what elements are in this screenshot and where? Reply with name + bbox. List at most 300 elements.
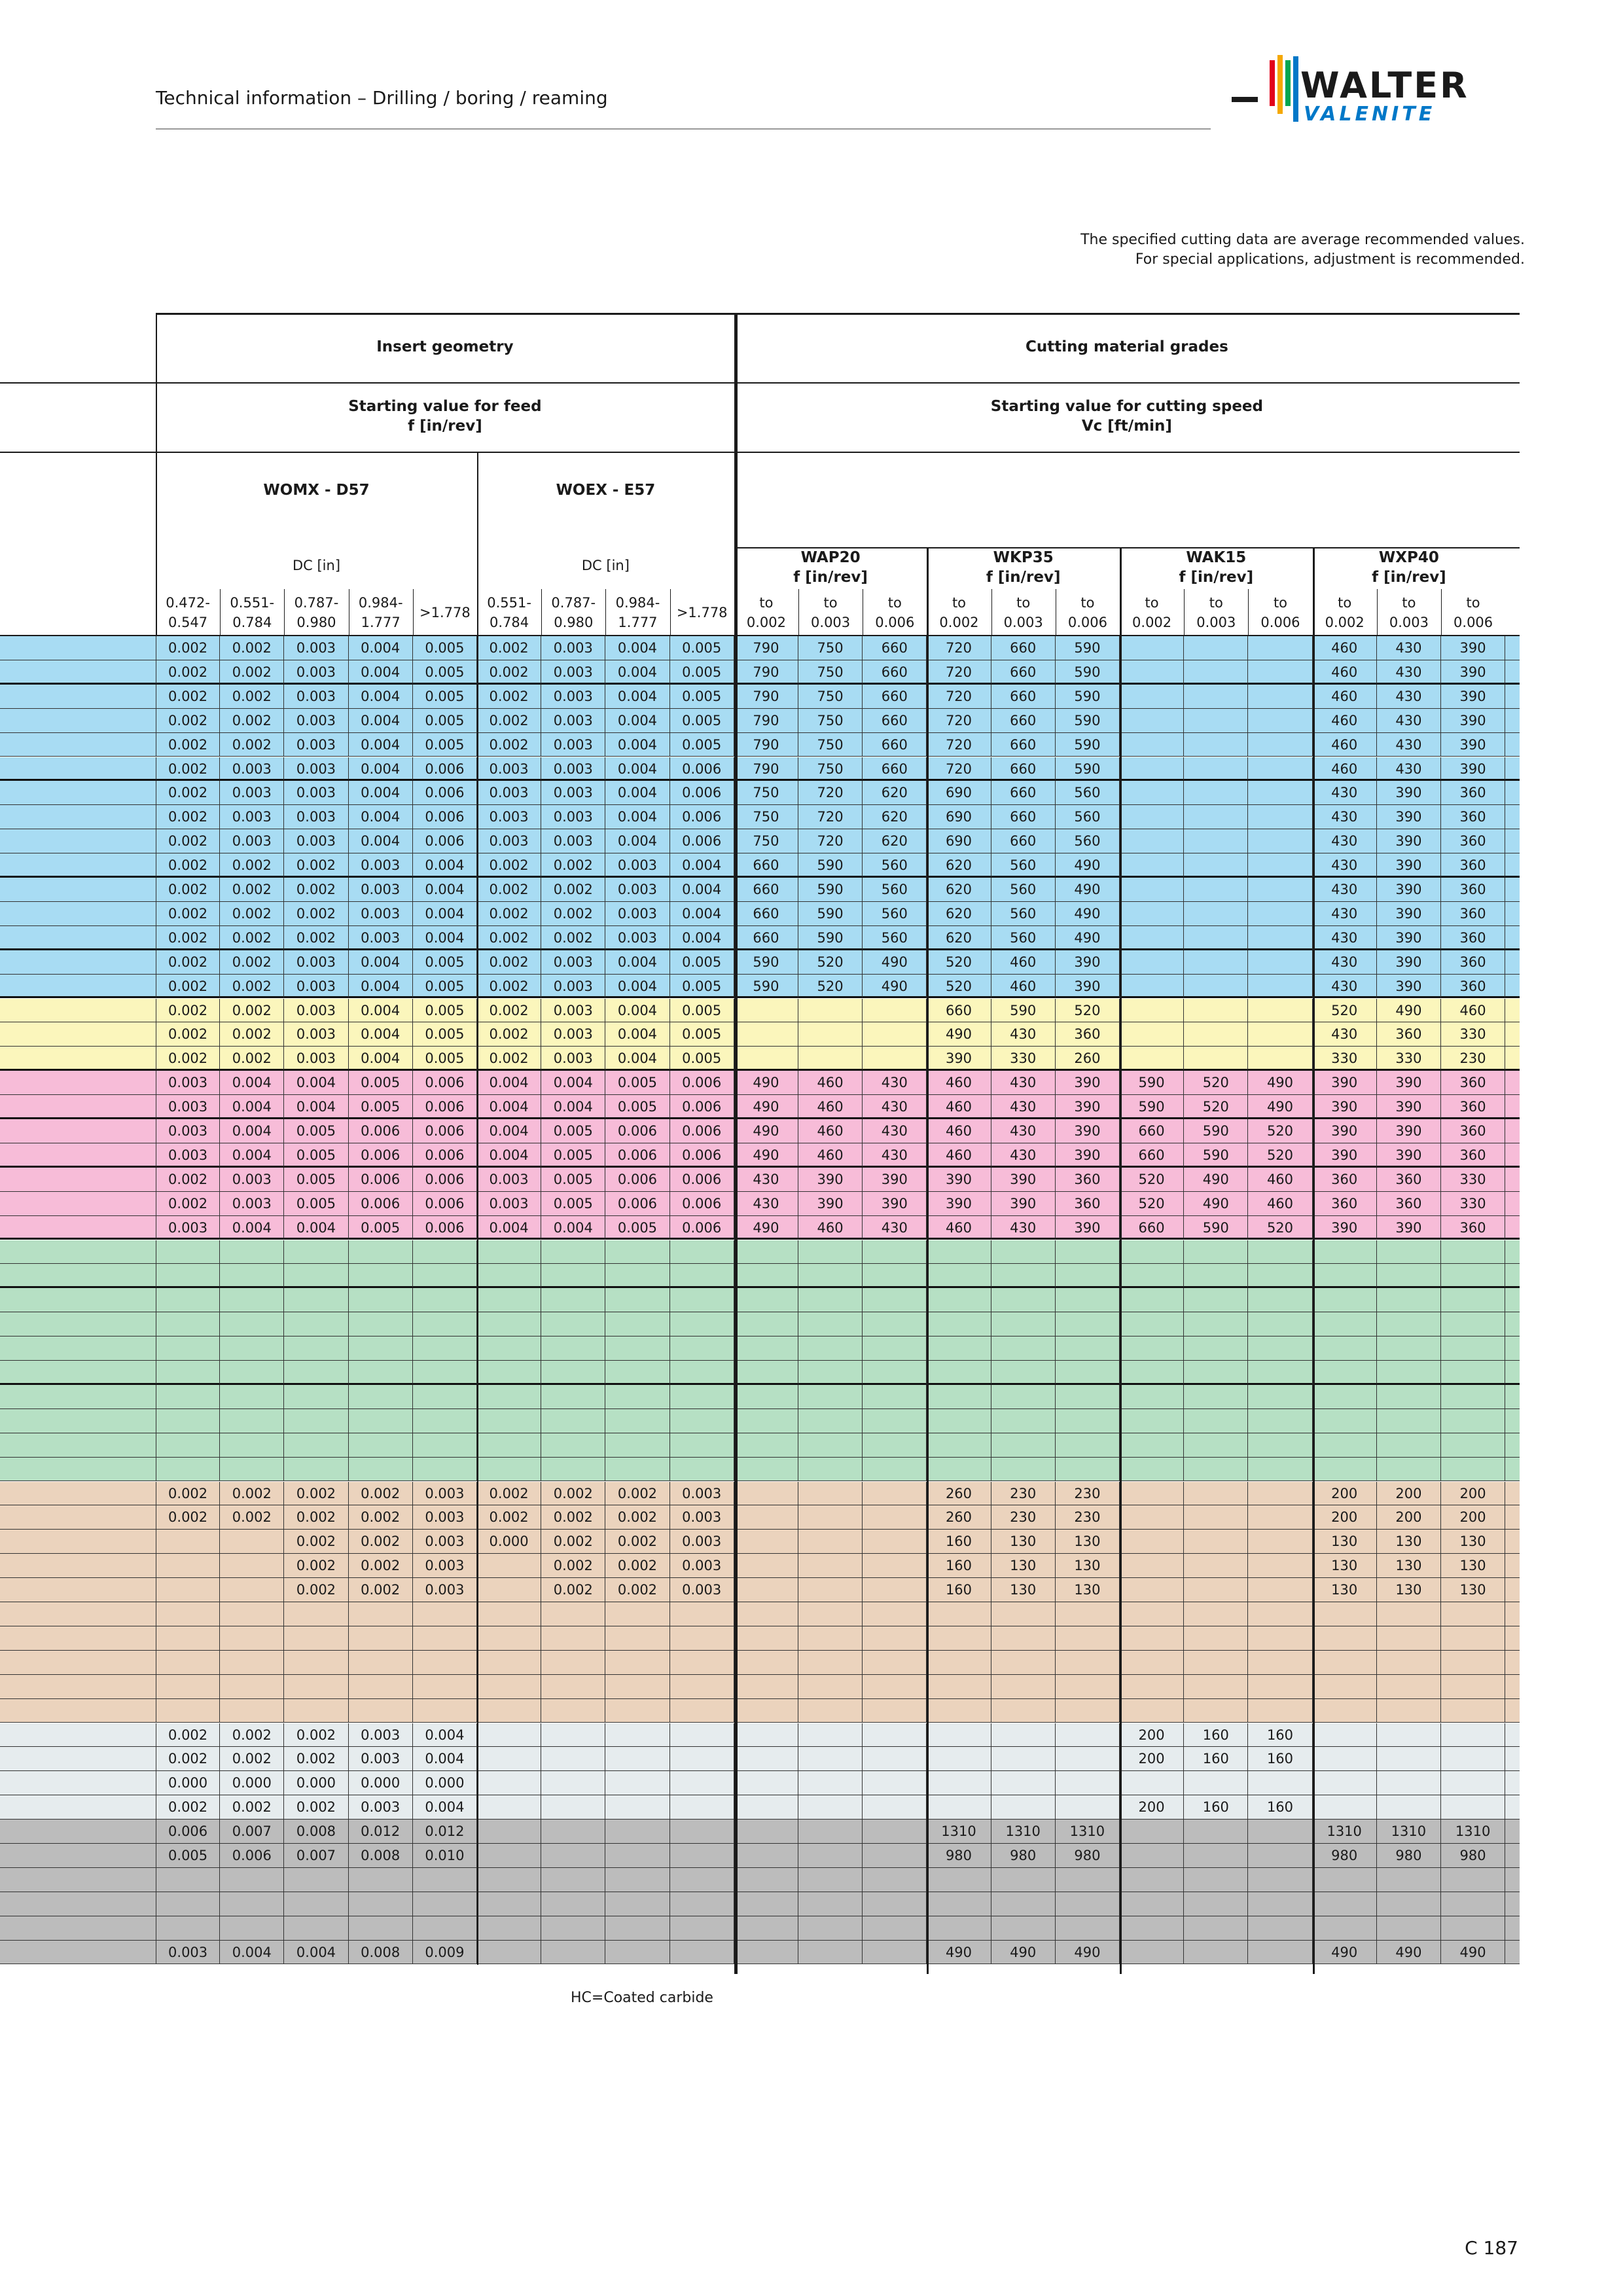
- table-cell: 360: [1377, 1022, 1441, 1047]
- table-cell: [1377, 1868, 1441, 1892]
- table-cell: 0.004: [284, 1941, 348, 1965]
- table-cell: [1377, 1240, 1441, 1265]
- table-cell: 720: [927, 709, 991, 733]
- table-cell: [1313, 1409, 1377, 1433]
- table-cell: 0.003: [413, 1505, 477, 1530]
- table-cell: [605, 1941, 669, 1965]
- table-cell: 430: [991, 1216, 1056, 1240]
- table-cell: [991, 1312, 1056, 1336]
- table-cell: 430: [991, 1119, 1056, 1143]
- column-header-line-1: 0.551-: [487, 594, 531, 611]
- table-cell: [220, 1336, 284, 1361]
- table-cell: 0.004: [605, 829, 669, 853]
- table-cell: [1248, 878, 1312, 902]
- table-cell: [1248, 1409, 1312, 1433]
- table-cell: [349, 1433, 413, 1458]
- table-cell: 0.002: [541, 902, 605, 926]
- grade-name: WAK15: [1186, 549, 1247, 567]
- table-cell: [798, 1458, 863, 1482]
- table-cell: 0.003: [284, 950, 348, 975]
- table-cell: [734, 1433, 798, 1458]
- table-cell: [413, 1675, 477, 1699]
- table-cell: [734, 1675, 798, 1699]
- table-cell: [1248, 1554, 1312, 1578]
- table-cell: [1184, 999, 1248, 1023]
- column-header-7: [605, 589, 669, 636]
- table-cell: [734, 1482, 798, 1506]
- table-cell: 390: [1377, 878, 1441, 902]
- table-cell: 490: [1377, 1941, 1441, 1965]
- table-cell: 430: [1313, 1022, 1377, 1047]
- table-cell: [670, 1626, 734, 1651]
- table-cell: 0.004: [605, 805, 669, 829]
- table-cell: [477, 1264, 541, 1288]
- table-cell: [1120, 805, 1184, 829]
- table-cell: 430: [863, 1216, 927, 1240]
- table-cell: 690: [927, 829, 991, 853]
- table-cell: 390: [1056, 1071, 1120, 1095]
- table-cell: 390: [1377, 1095, 1441, 1119]
- table-cell: 590: [798, 853, 863, 878]
- table-cell: [670, 1433, 734, 1458]
- table-cell: [284, 1602, 348, 1626]
- table-cell: [1313, 1675, 1377, 1699]
- table-cell: 0.002: [220, 1723, 284, 1748]
- table-cell: 0.002: [349, 1578, 413, 1602]
- table-cell: [734, 1699, 798, 1723]
- table-cell: [541, 1795, 605, 1820]
- table-cell: [1120, 975, 1184, 999]
- table-cell: [670, 1916, 734, 1941]
- table-cell: 390: [1441, 733, 1505, 757]
- table-cell: 0.006: [413, 1071, 477, 1095]
- table-cell: [734, 1941, 798, 1965]
- table-cell: 160: [1248, 1723, 1312, 1748]
- table-cell: [541, 1264, 605, 1288]
- table-cell: [477, 1747, 541, 1771]
- table-cell: 360: [1056, 1168, 1120, 1192]
- table-cell: 0.005: [349, 1071, 413, 1095]
- table-cell: 360: [1441, 1071, 1505, 1095]
- table-cell: 0.003: [541, 999, 605, 1023]
- table-cell: 430: [863, 1095, 927, 1119]
- table-cell: [413, 1288, 477, 1312]
- table-cell: 0.004: [349, 950, 413, 975]
- table-cell: [734, 1844, 798, 1868]
- table-cell: 0.004: [220, 1071, 284, 1095]
- table-cell: [413, 1312, 477, 1336]
- table-cell: 430: [734, 1168, 798, 1192]
- table-cell: 0.006: [605, 1168, 669, 1192]
- table-cell: 0.002: [605, 1530, 669, 1554]
- table-cell: [1184, 902, 1248, 926]
- table-cell: 260: [1056, 1047, 1120, 1071]
- table-cell: [1120, 1868, 1184, 1892]
- table-cell: 0.003: [541, 950, 605, 975]
- table-cell: 130: [991, 1554, 1056, 1578]
- table-cell: [1248, 1916, 1312, 1941]
- table-cell: 0.005: [413, 660, 477, 685]
- table-cell: 360: [1056, 1192, 1120, 1216]
- table-cell: 390: [927, 1168, 991, 1192]
- table-cell: [863, 1530, 927, 1554]
- table-cell: [798, 1892, 863, 1916]
- table-cell: [1248, 1699, 1312, 1723]
- column-header-line-1: 0.551-: [230, 594, 275, 611]
- table-cell: 660: [1120, 1119, 1184, 1143]
- col-header-divider: [1184, 589, 1185, 636]
- table-cell: 0.008: [349, 1844, 413, 1868]
- table-cell: [1184, 1433, 1248, 1458]
- table-cell: 0.004: [220, 1095, 284, 1119]
- table-cell: [605, 1312, 669, 1336]
- table-cell: [156, 1264, 220, 1288]
- table-cell: [798, 1626, 863, 1651]
- column-header-line-2: 0.784: [490, 615, 529, 630]
- table-cell: 720: [798, 805, 863, 829]
- table-cell: 390: [1377, 829, 1441, 853]
- table-cell: 0.003: [670, 1505, 734, 1530]
- table-cell: [1184, 1844, 1248, 1868]
- table-cell: [156, 1916, 220, 1941]
- table-cell: [156, 1409, 220, 1433]
- table-cell: 660: [1120, 1143, 1184, 1168]
- table-cell: 360: [1313, 1168, 1377, 1192]
- table-cell: 390: [1377, 950, 1441, 975]
- table-cell: 750: [798, 636, 863, 660]
- table-cell: [1184, 1868, 1248, 1892]
- table-cell: [1441, 1361, 1505, 1385]
- table-cell: [349, 1409, 413, 1433]
- table-cell: [1120, 1458, 1184, 1482]
- table-cell: 0.002: [156, 878, 220, 902]
- table-cell: 460: [927, 1216, 991, 1240]
- table-cell: 390: [1313, 1095, 1377, 1119]
- table-cell: [284, 1675, 348, 1699]
- feed-label-line-1: Starting value for feed: [348, 398, 542, 416]
- table-cell: [284, 1385, 348, 1409]
- table-cell: [991, 1361, 1056, 1385]
- table-cell: [991, 1892, 1056, 1916]
- table-cell: 0.004: [605, 733, 669, 757]
- table-cell: [1377, 1626, 1441, 1651]
- table-cell: [863, 1361, 927, 1385]
- table-cell: [1248, 1505, 1312, 1530]
- table-cell: [541, 1602, 605, 1626]
- table-cell: [1313, 1626, 1377, 1651]
- table-cell: [605, 1240, 669, 1265]
- table-cell: [156, 1699, 220, 1723]
- table-cell: 0.002: [284, 1578, 348, 1602]
- table-cell: [156, 1675, 220, 1699]
- table-cell: 0.003: [284, 1047, 348, 1071]
- table-cell: [1120, 1482, 1184, 1506]
- table-cell: [1184, 1578, 1248, 1602]
- column-header-line-1: to: [759, 594, 774, 611]
- table-cell: 330: [1441, 1168, 1505, 1192]
- table-cell: 490: [927, 1022, 991, 1047]
- table-cell: 430: [991, 1022, 1056, 1047]
- table-cell: [991, 1240, 1056, 1265]
- table-cell: 0.006: [605, 1119, 669, 1143]
- table-cell: [927, 1409, 991, 1433]
- table-cell: [734, 1554, 798, 1578]
- table-cell: 0.002: [284, 878, 348, 902]
- table-cell: 390: [1056, 1119, 1120, 1143]
- column-header-line-2: 1.777: [618, 615, 658, 630]
- table-cell: [1248, 1312, 1312, 1336]
- table-cell: [991, 1385, 1056, 1409]
- table-cell: 0.006: [670, 1119, 734, 1143]
- table-cell: [1313, 1433, 1377, 1458]
- table-cell: 0.003: [605, 853, 669, 878]
- table-cell: 0.005: [541, 1119, 605, 1143]
- table-cell: 0.004: [605, 685, 669, 709]
- table-cell: 0.002: [605, 1482, 669, 1506]
- table-cell: 490: [1441, 1941, 1505, 1965]
- table-cell: [1056, 1651, 1120, 1675]
- table-cell: [605, 1458, 669, 1482]
- table-cell: 0.004: [284, 1095, 348, 1119]
- table-cell: 0.004: [413, 926, 477, 950]
- table-cell: 430: [1377, 636, 1441, 660]
- table-cell: [541, 1288, 605, 1312]
- table-cell: 0.003: [541, 709, 605, 733]
- table-cell: [863, 1747, 927, 1771]
- table-cell: 660: [991, 709, 1056, 733]
- table-cell: 750: [734, 829, 798, 853]
- table-cell: [991, 1916, 1056, 1941]
- table-cell: [1313, 1771, 1377, 1795]
- table-cell: 590: [1120, 1071, 1184, 1095]
- table-cell: [1056, 1771, 1120, 1795]
- table-cell: [1313, 1361, 1377, 1385]
- table-cell: [349, 1916, 413, 1941]
- table-cell: [1184, 1626, 1248, 1651]
- table-cell: [1377, 1385, 1441, 1409]
- table-cell: 460: [927, 1071, 991, 1095]
- table-cell: [220, 1651, 284, 1675]
- table-cell: 0.002: [156, 636, 220, 660]
- table-cell: 0.006: [670, 781, 734, 805]
- column-header-line-1: to: [1209, 594, 1223, 611]
- table-cell: 0.003: [284, 636, 348, 660]
- column-header-line-1: to: [1016, 594, 1031, 611]
- table-cell: [1313, 1385, 1377, 1409]
- table-cell: 360: [1441, 926, 1505, 950]
- table-cell: [863, 1651, 927, 1675]
- table-cell: 0.002: [156, 1047, 220, 1071]
- womx-woex-separator-body: [477, 636, 478, 1965]
- table-cell: 0.003: [541, 685, 605, 709]
- table-cell: 0.004: [413, 878, 477, 902]
- table-cell: [1441, 1675, 1505, 1699]
- table-cell: 390: [1313, 1119, 1377, 1143]
- table-cell: 0.005: [541, 1168, 605, 1192]
- table-cell: [605, 1361, 669, 1385]
- table-cell: [156, 1458, 220, 1482]
- table-cell: 720: [927, 660, 991, 685]
- table-cell: [1184, 685, 1248, 709]
- table-cell: 0.006: [349, 1168, 413, 1192]
- table-cell: [1184, 1240, 1248, 1265]
- table-cell: 620: [863, 805, 927, 829]
- table-cell: [1184, 636, 1248, 660]
- table-cell: 0.004: [349, 975, 413, 999]
- table-cell: 0.006: [349, 1192, 413, 1216]
- column-header-line-2: 0.006: [1260, 615, 1300, 630]
- table-cell: [1313, 1892, 1377, 1916]
- table-cell: 660: [863, 709, 927, 733]
- table-cell: [413, 1868, 477, 1892]
- table-cell: [734, 1240, 798, 1265]
- table-cell: [349, 1651, 413, 1675]
- column-header-line-1: to: [1402, 594, 1416, 611]
- table-cell: [413, 1916, 477, 1941]
- table-cell: 0.003: [156, 1119, 220, 1143]
- table-cell: [670, 1941, 734, 1965]
- table-cell: [1184, 781, 1248, 805]
- table-cell: 0.005: [413, 999, 477, 1023]
- table-cell: 360: [1441, 1095, 1505, 1119]
- table-cell: 0.002: [477, 1047, 541, 1071]
- table-cell: 0.005: [670, 1047, 734, 1071]
- table-cell: [220, 1264, 284, 1288]
- table-cell: [1248, 805, 1312, 829]
- table-cell: [1441, 1264, 1505, 1288]
- table-cell: [863, 1771, 927, 1795]
- page-number: C 187: [1465, 2237, 1518, 2259]
- table-cell: 0.002: [477, 853, 541, 878]
- table-cell: 390: [1377, 805, 1441, 829]
- table-cell: 0.005: [413, 733, 477, 757]
- table-cell: 0.004: [605, 999, 669, 1023]
- table-cell: 0.003: [284, 829, 348, 853]
- table-cell: 0.006: [670, 1192, 734, 1216]
- table-cell: [1313, 1651, 1377, 1675]
- table-cell: 520: [1248, 1216, 1312, 1240]
- table-cell: [991, 1433, 1056, 1458]
- table-cell: [1248, 1482, 1312, 1506]
- speed-start-header: [734, 382, 1520, 452]
- table-cell: 0.003: [413, 1482, 477, 1506]
- table-cell: [605, 1820, 669, 1844]
- table-cell: [863, 1578, 927, 1602]
- table-cell: 0.002: [156, 1192, 220, 1216]
- table-cell: [863, 999, 927, 1023]
- woex-dc-label: DC [in]: [581, 558, 630, 574]
- col-header-divider: [284, 589, 285, 636]
- table-cell: [284, 1409, 348, 1433]
- column-header-17: [1248, 589, 1312, 636]
- table-cell: 0.003: [349, 1723, 413, 1748]
- table-cell: 0.005: [349, 1216, 413, 1240]
- table-cell: [284, 1361, 348, 1385]
- grade-header-0: [734, 547, 927, 589]
- table-cell: [1056, 1361, 1120, 1385]
- table-cell: 390: [1056, 1095, 1120, 1119]
- table-cell: 230: [1441, 1047, 1505, 1071]
- table-cell: [1120, 1240, 1184, 1265]
- table-cell: [1248, 1458, 1312, 1482]
- table-cell: [1441, 1602, 1505, 1626]
- table-cell: 430: [1377, 757, 1441, 781]
- table-cell: [605, 1409, 669, 1433]
- column-header-line-1: to: [1466, 594, 1480, 611]
- table-cell: [1184, 1385, 1248, 1409]
- table-cell: [605, 1892, 669, 1916]
- table-cell: 390: [1056, 1216, 1120, 1240]
- table-cell: [349, 1361, 413, 1385]
- table-cell: [670, 1336, 734, 1361]
- column-header-line-2: 0.784: [232, 615, 272, 630]
- table-cell: 520: [1120, 1192, 1184, 1216]
- table-cell: 130: [1056, 1530, 1120, 1554]
- table-cell: 0.003: [413, 1530, 477, 1554]
- table-cell: [1248, 1385, 1312, 1409]
- table-cell: [605, 1916, 669, 1941]
- table-cell: [927, 1602, 991, 1626]
- table-cell: 360: [1056, 1022, 1120, 1047]
- column-header-line-1: 0.787-: [551, 594, 596, 611]
- table-cell: [927, 1747, 991, 1771]
- table-cell: 0.004: [220, 1119, 284, 1143]
- table-cell: [1248, 1047, 1312, 1071]
- table-cell: 0.003: [156, 1941, 220, 1965]
- table-cell: [1248, 853, 1312, 878]
- grade-top-rule: [734, 547, 1520, 548]
- table-cell: 0.002: [156, 853, 220, 878]
- table-cell: [1120, 1361, 1184, 1385]
- table-cell: 0.004: [413, 1795, 477, 1820]
- table-cell: 660: [991, 685, 1056, 709]
- table-cell: [863, 1433, 927, 1458]
- column-header-5: [477, 589, 541, 636]
- note-line-1: The specified cutting data are average recommended values.: [1080, 232, 1525, 248]
- table-cell: 560: [863, 853, 927, 878]
- table-cell: 590: [798, 878, 863, 902]
- table-cell: [1056, 1626, 1120, 1651]
- table-cell: [1184, 1771, 1248, 1795]
- table-cell: [220, 1433, 284, 1458]
- table-cell: [798, 1771, 863, 1795]
- table-cell: [991, 1602, 1056, 1626]
- table-cell: [477, 1409, 541, 1433]
- cutting-data-table: [0, 313, 1520, 1974]
- column-header-line-2: 0.003: [1389, 615, 1429, 630]
- table-cell: [798, 1651, 863, 1675]
- table-cell: [1120, 853, 1184, 878]
- table-cell: [1377, 1916, 1441, 1941]
- table-cell: [1248, 733, 1312, 757]
- table-cell: [670, 1747, 734, 1771]
- table-cell: [1056, 1312, 1120, 1336]
- grade-header-3: [1313, 547, 1506, 589]
- table-cell: 590: [1184, 1216, 1248, 1240]
- table-cell: [284, 1892, 348, 1916]
- table-cell: [1120, 999, 1184, 1023]
- table-cell: [734, 1264, 798, 1288]
- table-cell: [349, 1892, 413, 1916]
- table-cell: 390: [1056, 950, 1120, 975]
- table-cell: 200: [1120, 1795, 1184, 1820]
- table-cell: 1310: [927, 1820, 991, 1844]
- table-cell: [1313, 1240, 1377, 1265]
- table-cell: [156, 1578, 220, 1602]
- table-cell: [1248, 1602, 1312, 1626]
- column-header-15: [1120, 589, 1184, 636]
- table-cell: [477, 1699, 541, 1723]
